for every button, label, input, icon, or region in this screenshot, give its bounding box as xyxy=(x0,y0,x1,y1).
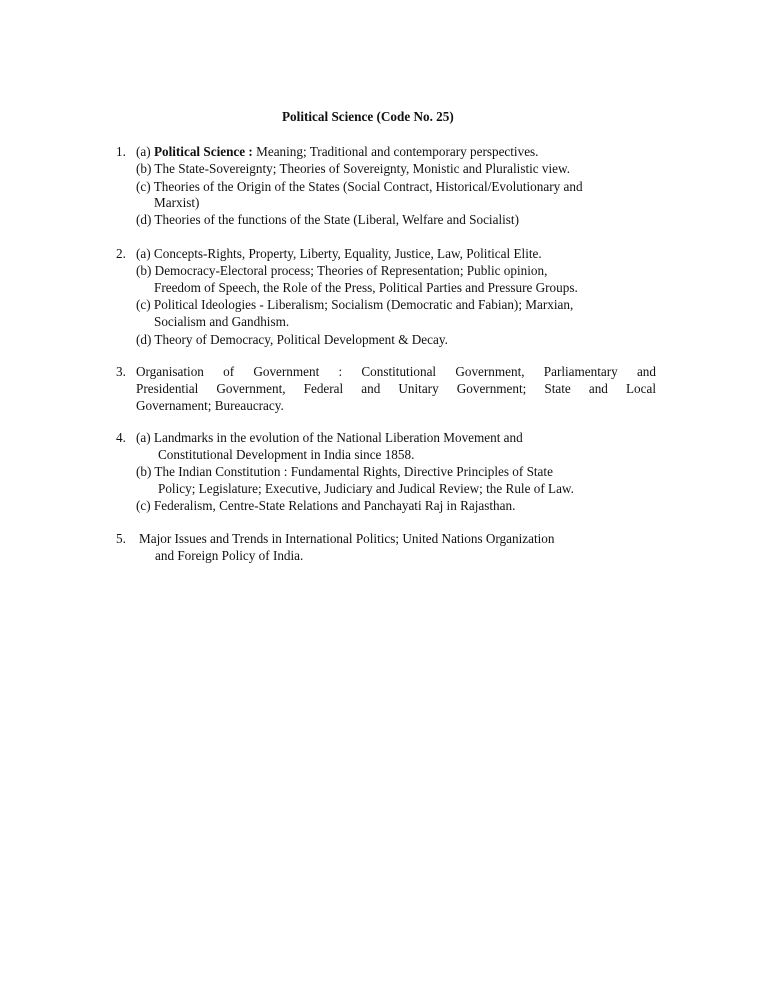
page-title: Political Science (Code No. 25) xyxy=(282,109,454,124)
section-item-1c-cont: Marxist) xyxy=(154,195,200,210)
section-number: 3. xyxy=(116,364,126,379)
section-item-2b-cont: Freedom of Speech, the Role of the Press, Political Parties and Pressure Groups. xyxy=(154,280,578,295)
section-item-4c: (c) Federalism, Centre-State Relations and Panchayati Raj in Rajasthan. xyxy=(136,498,516,513)
section-item-4b-cont: Policy; Legislature; Executive, Judiciary and Judical Review; the Rule of Law. xyxy=(158,481,574,496)
section-number: 1. xyxy=(116,144,126,159)
section-item-4a: (a) Landmarks in the evolution of the National Liberation Movement and xyxy=(136,430,523,445)
section-item-4b: (b) The Indian Constitution : Fundamental Rights, Directive Principles of State xyxy=(136,464,553,479)
section-text-3-line2: Presidential Government, Federal and Unitary Government; State and Local xyxy=(136,381,656,396)
section-item-1d: (d) Theories of the functions of the State (Liberal, Welfare and Socialist) xyxy=(136,212,519,227)
section-item-2b: (b) Democracy-Electoral process; Theories of Representation; Public opinion, xyxy=(136,263,548,278)
section-item-1b: (b) The State-Sovereignty; Theories of Sovereignty, Monistic and Pluralistic view. xyxy=(136,161,571,176)
section-number: 4. xyxy=(116,430,126,445)
section-text-3-line1: Organisation of Government : Constitutional Government, Parliamentary and xyxy=(136,364,656,379)
section-text-3-line3: Governament; Bureaucracy. xyxy=(136,398,284,413)
section-item-4a-cont: Constitutional Development in India since 1858. xyxy=(158,447,415,462)
section-item-2c-cont: Socialism and Gandhism. xyxy=(154,314,290,329)
item-bold-heading: Political Science : xyxy=(153,144,253,159)
section-item-1a xyxy=(136,143,538,161)
section-item-2a: (a) Concepts-Rights, Property, Liberty, Equality, Justice, Law, Political Elite. xyxy=(136,246,542,261)
section-number: 2. xyxy=(116,246,126,261)
item-marker: (a) xyxy=(136,144,154,159)
section-number: 5. xyxy=(116,531,126,546)
section-text-5-line2: and Foreign Policy of India. xyxy=(155,548,304,563)
section-item-2c: (c) Political Ideologies - Liberalism; Socialism (Democratic and Fabian); Marxian, xyxy=(136,297,574,312)
section-item-2d: (d) Theory of Democracy, Political Development & Decay. xyxy=(136,332,448,347)
item-text: Meaning; Traditional and contemporary perspectives. xyxy=(252,144,539,159)
section-item-1c: (c) Theories of the Origin of the States (Social Contract, Historical/Evolutionary and xyxy=(136,179,583,194)
section-text-5-line1: Major Issues and Trends in International Politics; United Nations Organization xyxy=(139,531,555,546)
